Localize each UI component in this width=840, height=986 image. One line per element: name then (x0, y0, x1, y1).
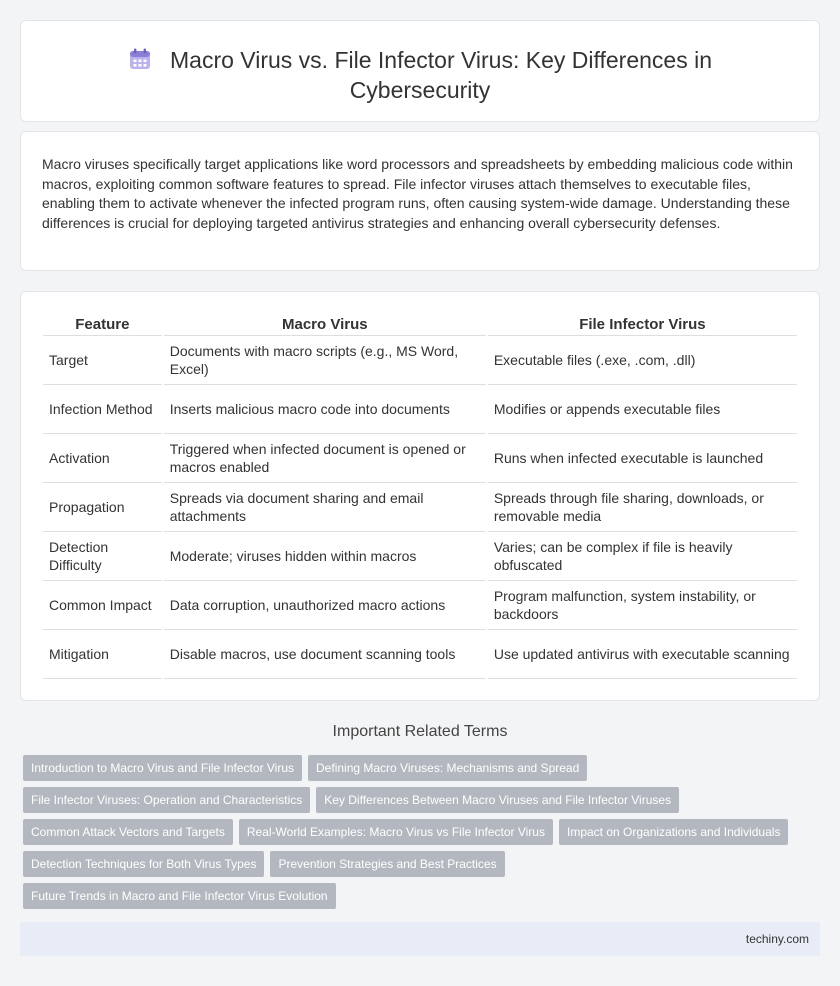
footer-bar (20, 922, 820, 956)
intro-paragraph: Macro viruses specifically target applications like word processors and spreadsheets by embedding malicious code within macros, exploiting common software features to spread. File infector viruses attach themselves to executable files, enabling them to activate whenever the infected program runs, often causing system-wide damage. Understanding these differences is crucial for deploying targeted antivirus strategies and enhancing overall cybersecurity defenses. (42, 156, 793, 231)
row-feature: Common Impact (43, 581, 162, 630)
footer-site-link[interactable]: techiny.com (745, 932, 809, 946)
row-file-infector: Runs when infected executable is launched (488, 434, 797, 483)
related-term-tag[interactable]: Future Trends in Macro and File Infector Virus Evolution (23, 883, 336, 909)
row-file-infector: Program malfunction, system instability, or backdoors (488, 581, 797, 630)
row-feature: Detection Difficulty (43, 532, 162, 581)
row-macro-virus: Triggered when infected document is opened or macros enabled (164, 434, 486, 483)
header-macro-virus: Macro Virus (164, 314, 486, 336)
comparison-table (41, 314, 799, 679)
table-row (43, 581, 797, 630)
title-line-2: Cybersecurity (349, 77, 491, 103)
table-row (43, 336, 797, 385)
row-macro-virus: Data corruption, unauthorized macro actions (164, 581, 486, 630)
row-feature: Infection Method (43, 385, 162, 434)
table-row (43, 483, 797, 532)
related-term-tag[interactable]: Common Attack Vectors and Targets (23, 819, 233, 845)
related-term-tag[interactable]: Key Differences Between Macro Viruses and File Infector Viruses (316, 787, 679, 813)
row-file-infector: Executable files (.exe, .com, .dll) (488, 336, 797, 385)
row-macro-virus: Inserts malicious macro code into documents (164, 385, 486, 434)
table-row (43, 434, 797, 483)
row-file-infector: Spreads through file sharing, downloads, or removable media (488, 483, 797, 532)
table-row (43, 630, 797, 679)
header-file-infector-virus: File Infector Virus (488, 314, 797, 336)
row-file-infector: Modifies or appends executable files (488, 385, 797, 434)
related-term-tag[interactable]: Detection Techniques for Both Virus Types (23, 851, 264, 877)
row-macro-virus: Moderate; viruses hidden within macros (164, 532, 486, 581)
row-file-infector: Use updated antivirus with executable scanning (488, 630, 797, 679)
table-row (43, 385, 797, 434)
comparison-table-card (20, 291, 820, 701)
row-feature: Target (43, 336, 162, 385)
header-feature: Feature (43, 314, 162, 336)
related-term-tag[interactable]: Real-World Examples: Macro Virus vs File Infector Virus (239, 819, 553, 845)
related-terms-list (23, 755, 823, 915)
calendar-icon (128, 47, 152, 71)
row-file-infector: Varies; can be complex if file is heavily obfuscated (488, 532, 797, 581)
row-macro-virus: Disable macros, use document scanning tools (164, 630, 486, 679)
title-card (20, 20, 820, 122)
table-header-row (43, 314, 797, 336)
page-title (21, 45, 819, 105)
related-term-tag[interactable]: Introduction to Macro Virus and File Infector Virus (23, 755, 302, 781)
intro-card (20, 131, 820, 271)
related-terms-heading: Important Related Terms (332, 723, 508, 740)
row-feature: Propagation (43, 483, 162, 532)
related-term-tag[interactable]: Impact on Organizations and Individuals (559, 819, 788, 845)
row-macro-virus: Documents with macro scripts (e.g., MS Word, Excel) (164, 336, 486, 385)
table-row (43, 532, 797, 581)
related-term-tag[interactable]: File Infector Viruses: Operation and Characteristics (23, 787, 310, 813)
title-line-1: Macro Virus vs. File Infector Virus: Key Differences in (170, 47, 712, 73)
row-macro-virus: Spreads via document sharing and email attachments (164, 483, 486, 532)
row-feature: Activation (43, 434, 162, 483)
related-term-tag[interactable]: Defining Macro Viruses: Mechanisms and Spread (308, 755, 587, 781)
row-feature: Mitigation (43, 630, 162, 679)
related-term-tag[interactable]: Prevention Strategies and Best Practices (270, 851, 504, 877)
